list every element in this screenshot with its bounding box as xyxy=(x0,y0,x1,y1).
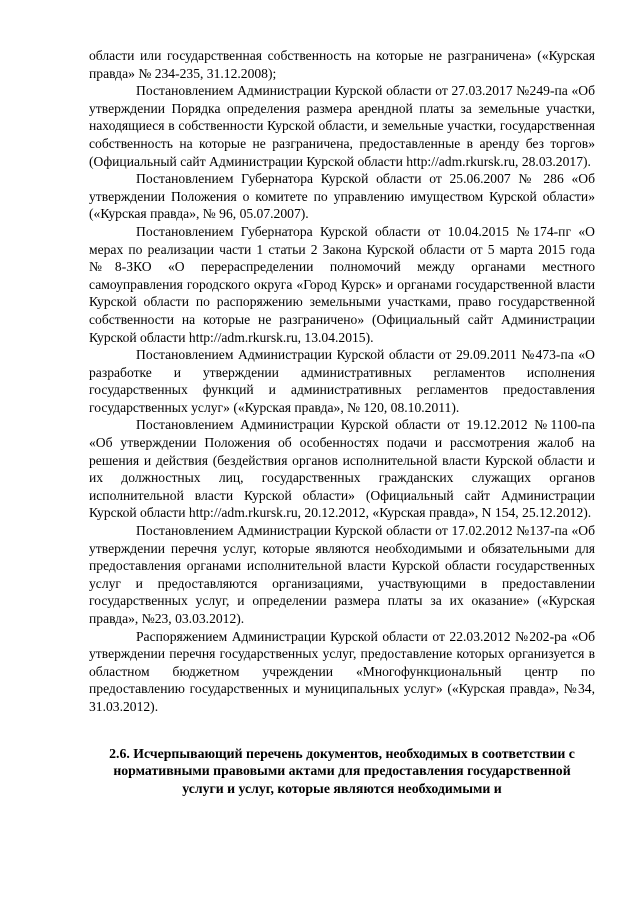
paragraph-resolution-174-pg: Постановлением Губернатора Курской области от 10.04.2015 №174-пг «О мерах по реализации части 1 статьи 2 Закона Курской области от 5 марта 2015 года №8-ЗКО «О перераспределении полномочий между органами местного самоуправления городского округа «Город Курск» и органами государственной власти Курской области по распоряжению земельными участками, право государственной собственности на которые не разграничено» (Официальный сайт Администрации Курской области http://adm.rkursk.ru, 13.04.2015). xyxy=(89,223,595,345)
section-heading-2-6: 2.6. Исчерпывающий перечень документов, необходимых в соответствии с нормативными правовыми актами для предоставления государственной услуги и услуг, которые являются необходимыми и xyxy=(109,745,575,797)
paragraph-resolution-1100-pa: Постановлением Администрации Курской области от 19.12.2012 №1100-па «Об утверждении Положения об особенностях подачи и рассмотрения жалоб на решения и действия (бездействия органов исполнительной власти Курской области и их должностных лиц, государственных гражданских служащих органов исполнительной власти Курской области» (Официальный сайт Администрации Курской области http://adm.rkursk.ru, 20.12.2012, «Курская правда», N 154, 25.12.2012). xyxy=(89,417,595,521)
paragraph-order-202-ra: Распоряжением Администрации Курской области от 22.03.2012 №202-ра «Об утверждении перечня государственных услуг, предоставление которых организуется в областном бюджетном учреждении «Многофункциональный центр по предоставлению государственных и муниципальных услуг» («Курская правда», №34, 31.03.2012). xyxy=(89,628,595,714)
document-page xyxy=(89,47,595,798)
paragraph-continuation: области или государственная собственность на которые не разграничена» («Курская правда» № 234-235, 31.12.2008); xyxy=(89,48,595,81)
paragraph-resolution-249-pa: Постановлением Администрации Курской области от 27.03.2017 №249-па «Об утверждении Порядка определения размера арендной платы за земельные участки, находящиеся в собственности Курской области, и земельные участки, государственная собственность на которые не разграничена, предоставленные в аренду без торгов» (Официальный сайт Администрации Курской области http://adm.rkursk.ru, 28.03.2017). xyxy=(89,83,595,169)
paragraph-resolution-137-pa: Постановлением Администрации Курской области от 17.02.2012 №137-па «Об утверждении перечня услуг, которые являются необходимыми и обязательными для предоставления органами исполнительной власти Курской области государственных услуг и предоставляются организациями, участвующими в предоставлении государственных услуг, и определении размера платы за их оказание» («Курская правда», №23, 03.03.2012). xyxy=(89,523,595,626)
paragraph-resolution-473-pa: Постановлением Администрации Курской области от 29.09.2011 №473-па «О разработке и утверждении административных регламентов исполнения государственных функций и административных регламентов предоставления государственных услуг» («Курская правда», № 120, 08.10.2011). xyxy=(89,347,595,415)
paragraph-resolution-286: Постановлением Губернатора Курской области от 25.06.2007 № 286 «Об утверждении Положения о комитете по управлению имуществом Курской области» («Курская правда», № 96, 05.07.2007). xyxy=(89,171,595,222)
